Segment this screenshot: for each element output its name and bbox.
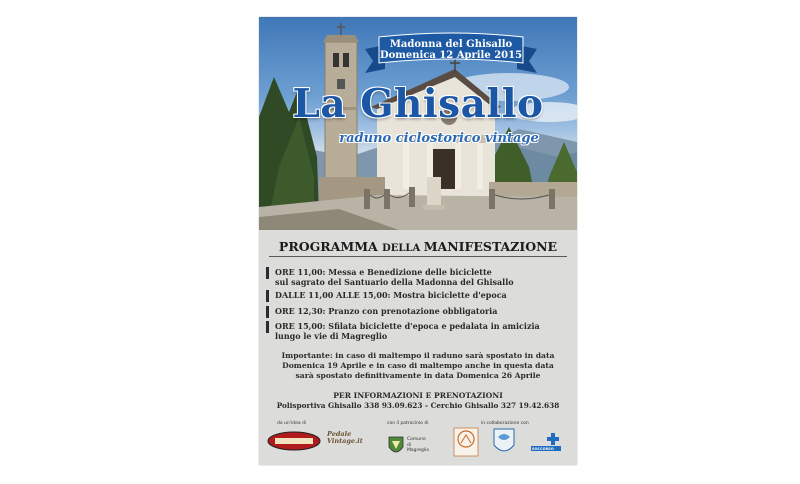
event-poster xyxy=(259,17,577,465)
manifestazione-word: MANIFESTAZIONE xyxy=(423,239,558,254)
notice-line: sarà spostato definitivamente in data Domenica 26 Aprile xyxy=(295,371,541,380)
schedule-line: ORE 15,00: Sfilata biciclette d'epoca e pedalata in amicizia xyxy=(275,321,540,331)
credits-patronage-label: con il patrocinio di xyxy=(387,421,429,426)
schedule-line: ORE 11,00: Messa e Benedizione delle biciclette xyxy=(275,267,492,277)
soccorso-label: SOCCORSO xyxy=(532,447,554,451)
notice-line: Domenica 19 Aprile e in caso di maltempo anche in questa data xyxy=(282,361,554,370)
schedule-item xyxy=(275,306,571,316)
comune-label-line: di xyxy=(407,442,412,448)
comune-label xyxy=(407,437,429,454)
credits-idea-label: da un'idea di xyxy=(277,421,307,426)
schedule-item xyxy=(275,321,571,341)
bullet-marker xyxy=(266,290,269,302)
cicloteca-logo xyxy=(267,431,321,451)
schedule-line: ORE 12,30: Pranzo con prenotazione obbligatoria xyxy=(275,306,498,316)
church-photo xyxy=(259,17,577,230)
schedule-item xyxy=(275,290,571,300)
schedule-line: sul sagrato del Santuario della Madonna del Ghisallo xyxy=(275,277,514,287)
della-word: DELLA xyxy=(382,243,424,254)
pedale-vintage-logo: Pedale Vintage.it xyxy=(327,430,363,445)
info-contacts: Polisportiva Ghisallo 338 93.09.623 - Cerchio Ghisallo 327 19.42.638 xyxy=(276,401,560,410)
ribbon-date: Domenica 12 Aprile 2015 xyxy=(379,50,523,61)
event-subtitle: raduno ciclostorico vintage xyxy=(339,131,539,146)
heading-divider xyxy=(269,256,567,257)
bullet-marker xyxy=(266,321,269,333)
event-title: La Ghisallo xyxy=(292,81,544,127)
ribbon-location: Madonna del Ghisallo xyxy=(389,39,513,50)
comune-label-line: Comune xyxy=(407,437,426,442)
comune-crest-icon xyxy=(387,435,405,457)
credits-collab-label: in collaborazione con xyxy=(481,421,529,426)
info-heading: PER INFORMAZIONI E PRENOTAZIONI xyxy=(333,391,503,400)
programma-heading xyxy=(259,239,577,254)
notice-line: Importante: in caso di maltempo il raduno sarà spostato in data xyxy=(281,351,555,360)
cycling-association-logo xyxy=(453,427,479,457)
comune-label-line: Magreglio xyxy=(407,448,430,453)
schedule-line: DALLE 11,00 ALLE 15,00: Mostra biciclette d'epoca xyxy=(275,290,507,300)
club-shield-logo xyxy=(491,427,517,457)
bullet-marker xyxy=(266,267,269,279)
schedule-line: lungo le vie di Magreglio xyxy=(275,331,388,341)
schedule-item xyxy=(275,267,571,287)
bullet-marker xyxy=(266,306,269,318)
programma-word: PROGRAMMA xyxy=(278,239,383,254)
